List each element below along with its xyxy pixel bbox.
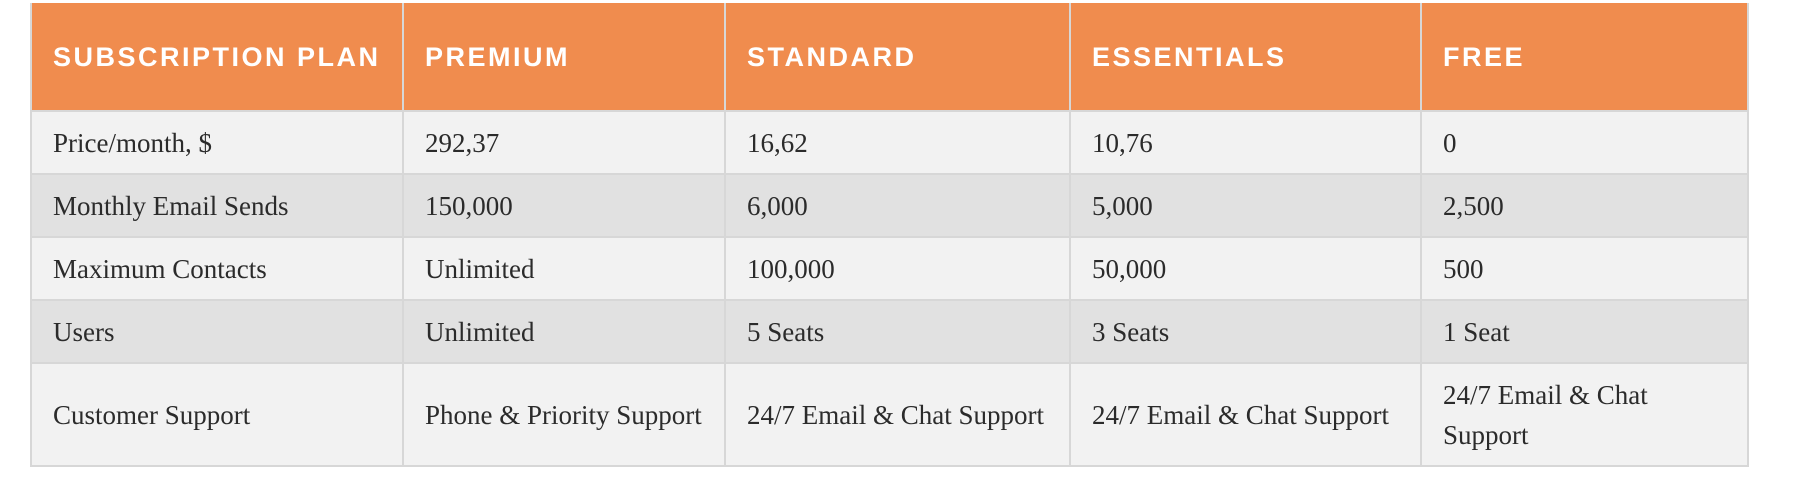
cell-standard: 16,62 xyxy=(725,111,1070,174)
cell-free: 24/7 Email & Chat Support xyxy=(1421,363,1748,466)
cell-premium: 292,37 xyxy=(403,111,725,174)
cell-standard: 6,000 xyxy=(725,174,1070,237)
row-label: Users xyxy=(31,300,403,363)
table-header-row xyxy=(31,3,1748,111)
table-row-email-sends xyxy=(31,174,1748,237)
cell-essentials: 3 Seats xyxy=(1070,300,1421,363)
table-row-users xyxy=(31,300,1748,363)
table-row-price xyxy=(31,111,1748,174)
cell-premium: 150,000 xyxy=(403,174,725,237)
cell-essentials: 24/7 Email & Chat Support xyxy=(1070,363,1421,466)
cell-free: 0 xyxy=(1421,111,1748,174)
cell-standard: 24/7 Email & Chat Support xyxy=(725,363,1070,466)
row-label: Customer Support xyxy=(31,363,403,466)
cell-essentials: 10,76 xyxy=(1070,111,1421,174)
row-label: Maximum Contacts xyxy=(31,237,403,300)
cell-premium: Unlimited xyxy=(403,300,725,363)
row-label: Monthly Email Sends xyxy=(31,174,403,237)
cell-standard: 5 Seats xyxy=(725,300,1070,363)
cell-premium: Phone & Priority Support xyxy=(403,363,725,466)
header-premium: PREMIUM xyxy=(403,3,725,111)
cell-free: 1 Seat xyxy=(1421,300,1748,363)
cell-free: 500 xyxy=(1421,237,1748,300)
plan-comparison xyxy=(30,3,1749,467)
cell-premium: Unlimited xyxy=(403,237,725,300)
header-essentials: ESSENTIALS xyxy=(1070,3,1421,111)
table-row-support xyxy=(31,363,1748,466)
header-standard: STANDARD xyxy=(725,3,1070,111)
cell-free: 2,500 xyxy=(1421,174,1748,237)
subscription-plan-table xyxy=(30,3,1749,467)
cell-essentials: 5,000 xyxy=(1070,174,1421,237)
header-subscription-plan: SUBSCRIPTION PLAN xyxy=(31,3,403,111)
row-label: Price/month, $ xyxy=(31,111,403,174)
cell-standard: 100,000 xyxy=(725,237,1070,300)
header-free: FREE xyxy=(1421,3,1748,111)
table-row-contacts xyxy=(31,237,1748,300)
cell-essentials: 50,000 xyxy=(1070,237,1421,300)
